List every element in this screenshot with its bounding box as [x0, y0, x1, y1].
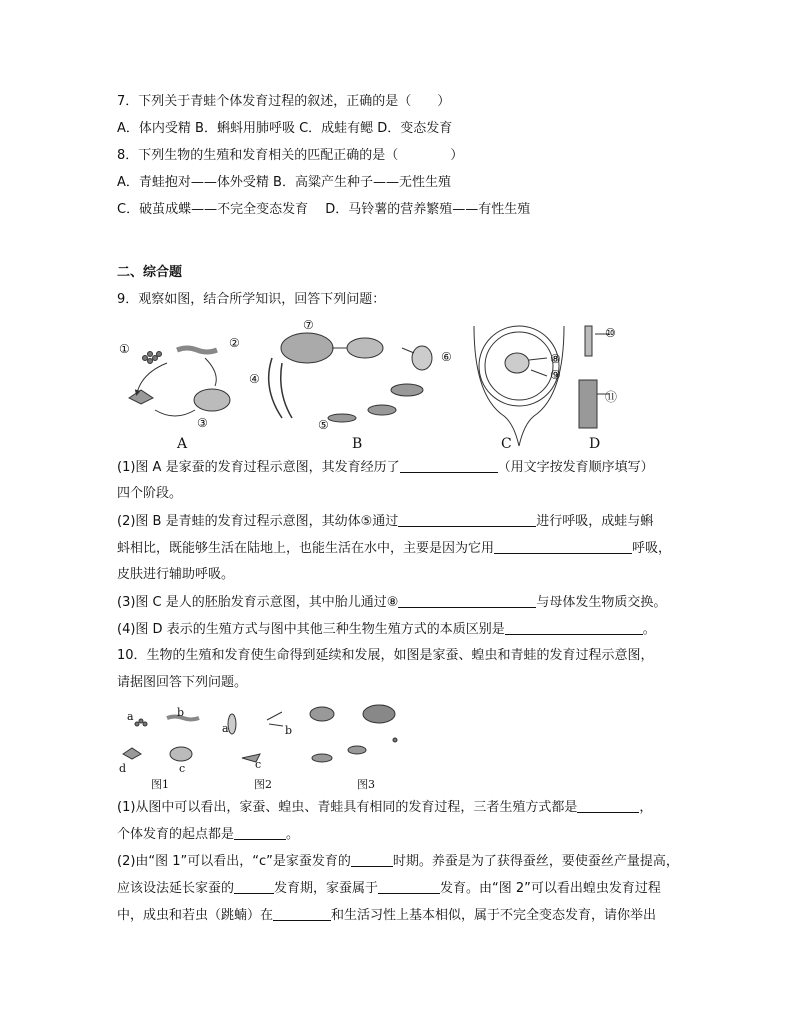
- q9-p2-blank-2[interactable]: [494, 539, 632, 554]
- q7-options: A．体内受精 B．蝌蚪用肺呼吸 C．成蛙有鳃 D．变态发育: [117, 121, 453, 136]
- q10-p2-text-f: 中，成虫和若虫（跳蝻）在: [117, 908, 274, 923]
- q7-stem: 7．下列关于青蛙个体发育过程的叙述，正确的是（ ）: [117, 94, 451, 109]
- q8-options-2: C．破茧成蝶——不完全变态发育 D．马铃薯的营养繁殖——有性生殖: [117, 202, 531, 217]
- q10-p2-text-g: 和生活习性上基本相似，属于不完全变态发育，请你举出: [331, 908, 657, 923]
- fig1-letter-d: d: [119, 762, 127, 775]
- fig2-caption: 图2: [254, 778, 272, 791]
- q10-p2-line1: [117, 852, 679, 871]
- q10-p2-blank-2[interactable]: [234, 879, 274, 894]
- grafting-illustration: [579, 326, 609, 428]
- q10-p2-text-b: 时期。养蚕是为了获得蚕丝，要使蚕丝产量提高，: [392, 854, 679, 869]
- section-title: 二、综合题: [117, 265, 183, 280]
- q10-p1-text-b: ，: [639, 800, 653, 815]
- q9-stem: 9．观察如图，结合所学知识，回答下列问题：: [117, 292, 386, 307]
- q10-p1-blank-2[interactable]: [234, 825, 286, 840]
- q10-p1-line1: [117, 798, 652, 817]
- silkworm-cycle-illustration: [129, 348, 230, 416]
- fig1-letter-b: b: [177, 706, 185, 719]
- fig-num-5: ⑤: [318, 418, 329, 432]
- q10-p2-line2: [117, 879, 661, 898]
- q9-p1-text-a: (1)图 A 是家蚕的发育过程示意图，其发育经历了: [117, 460, 400, 475]
- q9-p4-blank[interactable]: [505, 620, 643, 635]
- q9-p2-line1: [117, 512, 653, 531]
- fig3-caption: 图3: [357, 778, 375, 791]
- q9-p2-blank-1[interactable]: [398, 512, 536, 527]
- fig1-letter-a: a: [127, 710, 134, 723]
- frog-small-illustration: [310, 705, 397, 762]
- fig1-letter-c: c: [179, 762, 186, 775]
- q8-options-1: A．青蛙抱对——体外受精 B．高粱产生种子——无性生殖: [117, 175, 451, 190]
- q9-p3-text-a: (3)图 C 是人的胚胎发育示意图，其中胎儿通过⑧: [117, 595, 399, 610]
- q10-p1-line2: [117, 825, 299, 844]
- q9-p2-text-e: 皮肤进行辅助呼吸。: [117, 567, 235, 582]
- fig-num-4: ④: [249, 372, 260, 386]
- q9-p1-line1: [117, 458, 654, 477]
- fig2-letter-a: a: [222, 722, 229, 735]
- q10-p1-text-c: 个体发育的起点都是: [117, 827, 235, 842]
- fig2-letter-b: b: [285, 724, 293, 737]
- q9-p3-line1: [117, 593, 666, 612]
- q9-p2-line2: [117, 539, 671, 558]
- q10-p1-text-a: (1)从图中可以看出，家蚕、蝗虫、青蛙具有相同的发育过程，三者生殖方式都是: [117, 800, 578, 815]
- q10-p2-text-c: 应该设法延长家蚕的: [117, 881, 235, 896]
- q10-figure: [117, 700, 417, 792]
- silkworm-small-illustration: [123, 717, 199, 762]
- q9-p4-text-a: (4)图 D 表示的生殖方式与图中其他三种生物生殖方式的本质区别是: [117, 622, 505, 637]
- fig-num-11: ⑪: [605, 390, 618, 404]
- fig-num-1: ①: [119, 342, 130, 356]
- fig-num-10: ⑩: [605, 326, 616, 340]
- q9-figure: [117, 318, 637, 453]
- q10-p1-text-d: 。: [286, 827, 300, 842]
- fig-label-b: B: [352, 436, 363, 452]
- locust-small-illustration: [228, 712, 283, 762]
- q8-stem: 8．下列生物的生殖和发育相关的匹配正确的是（ ）: [117, 148, 464, 163]
- fig-num-9: ⑨: [550, 368, 561, 382]
- fig2-letter-c: c: [255, 758, 262, 771]
- q9-p2-text-a: (2)图 B 是青蛙的发育过程示意图，其幼体⑤通过: [117, 514, 399, 529]
- fig-num-6: ⑥: [441, 350, 452, 364]
- q10-p2-text-e: 发育。由“图 2”可以看出蝗虫发育过程: [440, 881, 661, 896]
- q9-p2-text-d: 呼吸，: [632, 541, 672, 556]
- q9-p4-text-b: 。: [642, 622, 656, 637]
- q9-p1-text-b: （用文字按发育顺序填写）: [497, 460, 654, 475]
- uterus-embryo-illustration: [474, 326, 564, 446]
- q10-p2-blank-3[interactable]: [378, 879, 440, 894]
- q10-p2-text-d: 发育期，家蚕属于: [274, 881, 379, 896]
- q10-p2-blank-4[interactable]: [273, 906, 331, 921]
- q9-p1-text-c: 四个阶段。: [117, 486, 183, 501]
- q9-p1-blank[interactable]: [400, 458, 498, 473]
- fig-num-2: ②: [229, 336, 240, 350]
- fig-num-7: ⑦: [303, 318, 314, 332]
- frog-cycle-illustration: [269, 333, 432, 422]
- q10-p2-text-a: (2)由“图 1”可以看出，“c”是家蚕发育的: [117, 854, 351, 869]
- fig-label-a: A: [177, 436, 188, 452]
- q10-p1-blank-1[interactable]: [577, 798, 639, 813]
- q9-p2-text-c: 蚪相比，既能够生活在陆地上，也能生活在水中，主要是因为它用: [117, 541, 495, 556]
- q10-stem-2: 请据图回答下列问题。: [117, 675, 248, 690]
- fig-num-8: ⑧: [550, 352, 561, 366]
- q10-p2-blank-1[interactable]: [351, 852, 393, 867]
- fig-label-c: C: [501, 436, 512, 452]
- q9-p3-blank[interactable]: [398, 593, 536, 608]
- q10-p2-line3: [117, 906, 656, 925]
- fig1-caption: 图1: [151, 778, 169, 791]
- q9-p4-line1: [117, 620, 656, 639]
- q9-figure-drawing: [117, 318, 637, 453]
- fig-num-3: ③: [197, 416, 208, 430]
- q10-stem-1: 10．生物的生殖和发育使生命得到延续和发展，如图是家蚕、蝗虫和青蛙的发育过程示意图，: [117, 648, 654, 663]
- q9-p2-text-b: 进行呼吸，成蛙与蝌: [536, 514, 654, 529]
- fig-label-d: D: [589, 436, 601, 452]
- q9-p3-text-b: 与母体发生物质交换。: [536, 595, 667, 610]
